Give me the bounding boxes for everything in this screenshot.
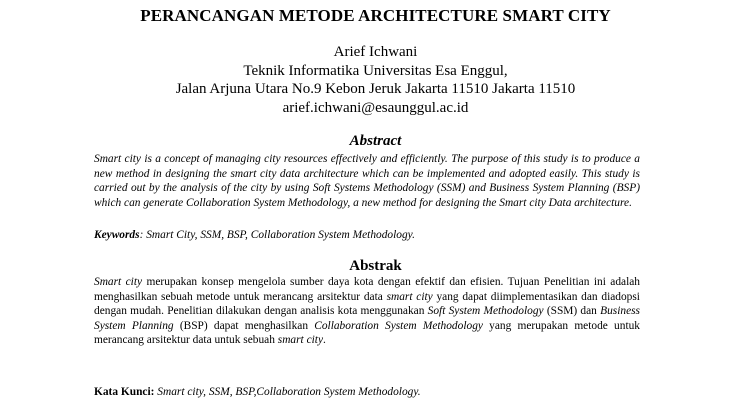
abstrak-segment: Smart city <box>94 276 143 288</box>
paper-title: PERANCANGAN METODE ARCHITECTURE SMART CITY <box>140 6 611 25</box>
author-block <box>0 43 751 117</box>
abstrak-heading: Abstrak <box>349 258 402 274</box>
abstract-text: Smart city is a concept of managing city resources effectively and efficiently. The purpose of this study is to produce a new method in designing the smart city data architecture which can be implemented and adopted easily. This study is carried out by the analysis of the city by using Soft Systems Methodology (SSM) and Business System Planning (BSP) which can generate Collaboration System Methodology, a new method for designing the Smart city Data architecture. <box>94 153 640 209</box>
author-address: Jalan Arjuna Utara No.9 Kebon Jeruk Jakarta 11510 Jakarta 11510 <box>175 81 576 97</box>
author-affiliation: Teknik Informatika Universitas Esa Enggul, <box>243 62 508 79</box>
abstrak-segment: smart city <box>386 290 433 303</box>
abstrak-segment: yang dapat diimplementasikan dan diadopsi dengan mudah. Penelitian dilakukan dengan analisis kota menggunakan <box>94 290 640 318</box>
abstrak-segment: merupakan konsep mengelola sumber daya kota dengan efektif dan efisien. Tujuan Penelitian ini adalah menghasilkan sebuah metode untuk merancang arsitektur data <box>94 276 640 303</box>
abstrak-segment: Collaboration System Methodology <box>314 319 483 332</box>
kata-kunci-label: Kata Kunci: <box>94 386 155 398</box>
author-name: Arief Ichwani <box>333 44 418 60</box>
abstrak-segment: (BSP) dapat menghasilkan <box>173 319 315 332</box>
keywords-value: : Smart City, SSM, BSP, Collaboration System Methodology. <box>139 229 415 241</box>
kata-kunci-value: Smart city, SSM, BSP,Collaboration System Methodology. <box>154 386 421 398</box>
author-email: arief.ichwani@esaunggul.ac.id <box>282 99 469 116</box>
abstract-heading: Abstract <box>349 133 402 149</box>
abstract-keywords <box>94 229 415 241</box>
keywords-label: Keywords <box>94 229 140 241</box>
abstrak-keywords <box>94 386 421 398</box>
abstrak-segment: . <box>323 334 326 347</box>
abstrak-text <box>94 275 640 348</box>
abstrak-segment: Business System Planning <box>94 305 640 332</box>
abstrak-segment: yang merupakan metode untuk merancang arsitektur data untuk sebuah <box>94 319 641 347</box>
abstrak-segment: smart city <box>277 334 324 347</box>
abstrak-segment: Soft System Methodology <box>427 305 544 318</box>
abstrak-segment: (SSM) dan <box>543 305 601 318</box>
